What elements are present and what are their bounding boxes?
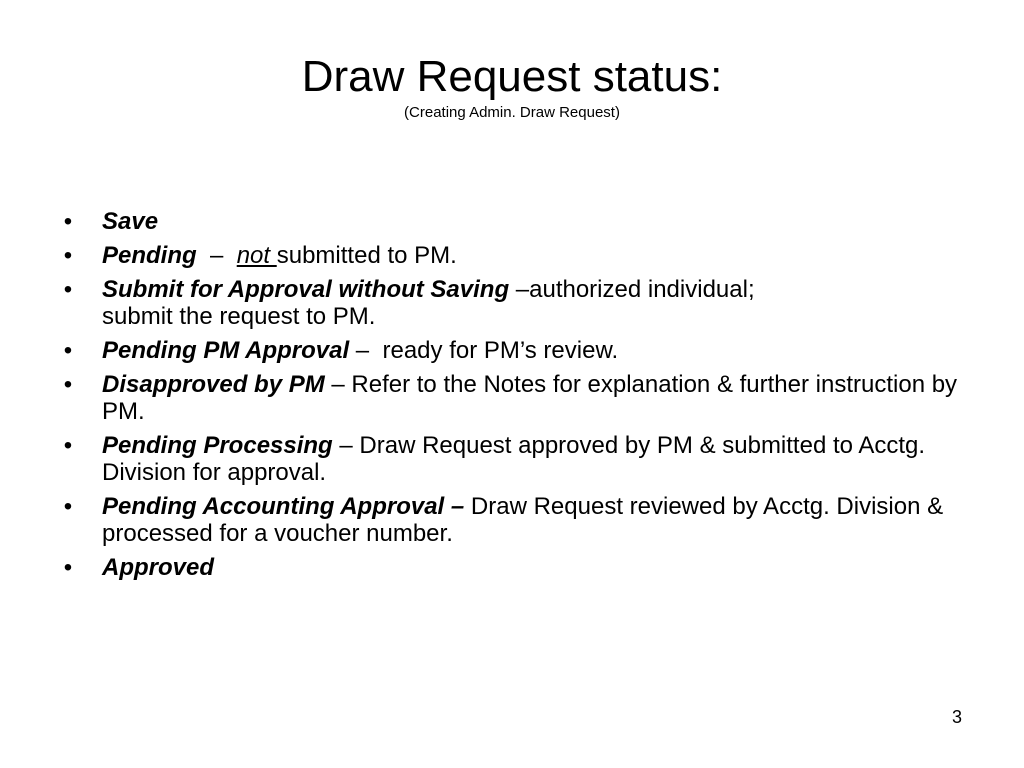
bullet-item-pending-processing (58, 432, 978, 486)
status-term: Save (102, 208, 159, 235)
status-description: submitted to PM. (276, 242, 457, 269)
slide-subtitle: (Creating Admin. Draw Request) (404, 104, 620, 121)
bullet-item-pending (58, 242, 978, 269)
status-description: authorized individual; (529, 276, 755, 303)
separator: – (349, 337, 383, 364)
separator: – (332, 432, 360, 459)
status-description: Draw Request approved by PM & submitted to Acctg. Division for approval. (102, 432, 926, 486)
status-term: Pending PM Approval (102, 337, 350, 364)
separator: – (509, 276, 530, 303)
status-description-line-2: submit the request to PM. (102, 303, 376, 330)
emphasis-not: not (236, 242, 277, 269)
bullet-icon: • (63, 493, 73, 520)
bullet-item-pending-pm-approval (58, 337, 978, 364)
slide-title: Draw Request status: (301, 52, 723, 101)
status-term: Pending Accounting Approval – (102, 493, 465, 520)
bullet-icon: • (63, 432, 73, 459)
bullet-icon: • (63, 276, 73, 303)
status-bullet-list (58, 208, 978, 588)
status-description: Refer to the Notes for explanation & further instruction by PM. (102, 371, 958, 425)
status-term: Approved (102, 554, 215, 581)
status-term: Submit for Approval without Saving (102, 276, 510, 303)
status-description: Draw Request reviewed by Acctg. Division & processed for a voucher number. (102, 493, 944, 547)
bullet-item-pending-accounting-approval (58, 493, 978, 547)
bullet-icon: • (63, 208, 73, 235)
bullet-icon: • (63, 242, 73, 269)
bullet-icon: • (63, 337, 73, 364)
separator: – (324, 371, 352, 398)
status-description: ready for PM’s review. (382, 337, 619, 364)
bullet-item-disapproved-by-pm (58, 371, 978, 425)
bullet-item-approved (58, 554, 978, 581)
status-term: Pending (102, 242, 197, 269)
page-number: 3 (951, 707, 962, 727)
separator: – (196, 242, 237, 269)
status-term: Pending Processing (102, 432, 333, 459)
bullet-item-save (58, 208, 978, 235)
separator (464, 493, 471, 520)
bullet-icon: • (63, 554, 73, 581)
bullet-icon: • (63, 371, 73, 398)
bullet-item-submit-for-approval (58, 276, 978, 330)
status-term: Disapproved by PM (102, 371, 325, 398)
